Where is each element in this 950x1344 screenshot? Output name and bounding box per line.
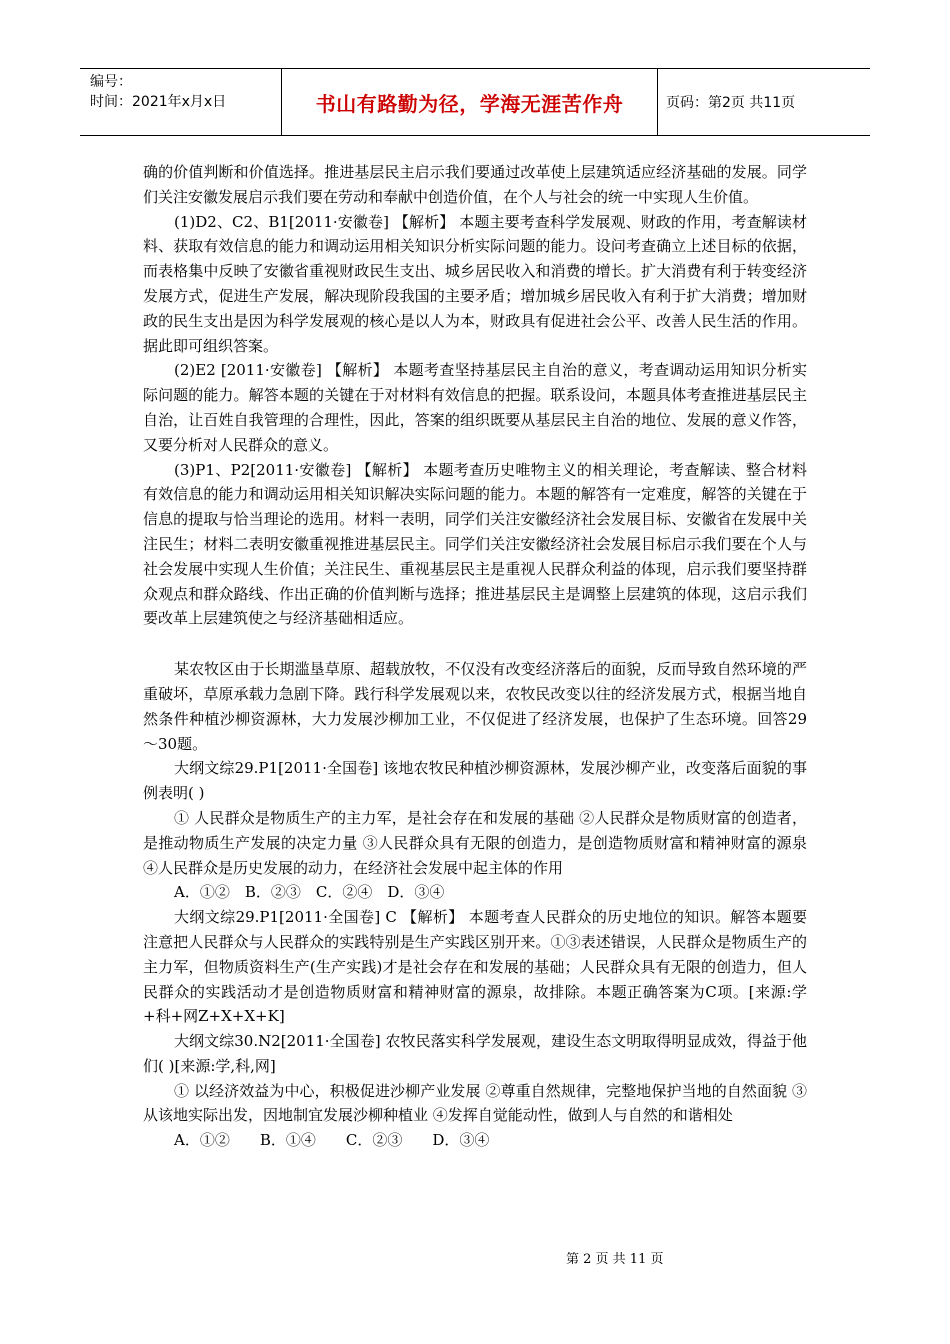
header-motto-cell — [282, 69, 658, 135]
document-body — [143, 160, 807, 1153]
header-page-info: 页码：第2页 共11页 — [666, 95, 796, 111]
paragraph-answer-3: (3)P1、P2[2011·安徽卷] 【解析】 本题考查历史唯物主义的相关理论，考查解读、整合材料有效信息的能力和调动运用相关知识解决实际问题的能力。本题的解答有一定难度，解答的关键在于信息的提取与恰当理论的选用。材料一表明，同学们关注安徽经济社会发展目标、安徽省在发展中关注民生；材料二表明安徽重视推进基层民主。同学们关注安徽经济社会发展目标启示我们要在个人与社会发展中实现人生价值；关注民生、重视基层民主是重视人民群众利益的体现，启示我们要坚持群众观点和群众路线、作出正确的价值判断与选择；推进基层民主是调整上层建筑的体现，这启示我们要改革上层建筑使之与经济基础相适应。 — [143, 460, 807, 628]
header-motto: 书山有路勤为径，学海无涯苦作舟 — [315, 91, 624, 116]
header-number-label: 编号： — [90, 74, 132, 90]
paragraph-q29-options: A．①② B．②③ C．②④ D．③④ — [174, 883, 445, 902]
paragraph-q30-statements: ① 以经济效益为中心，积极促进沙柳产业发展 ②尊重自然规律，完整地保护当地的自然面貌 ③从该地实际出发，因地制宜发展沙柳种植业 ④发挥自觉能动性，做到人与自然的和谐相处 — [143, 1081, 807, 1125]
paragraph-q29-statements: ① 人民群众是物质生产的主力军，是社会存在和发展的基础 ②人民群众是物质财富的创造者，是推动物质生产发展的决定力量 ③人民群众具有无限的创造力，是创造物质财富和精神财富的源泉 ④人民群众是历史发展的动力，在经济社会发展中起主体的作用 — [143, 808, 807, 877]
footer-page-number: 第 2 页 共 11 页 — [566, 1252, 664, 1267]
paragraph-answer-2: (2)E2 [2011·安徽卷] 【解析】 本题考查坚持基层民主自治的意义，考查调动运用知识分析实际问题的能力。解答本题的关键在于对材料有效信息的把握。联系设问，本题具体考查推进基层民主自治，让百姓自我管理的合理性，因此，答案的组织既要从基层民主自治的地位、发展的意义作答，又要分析对人民群众的意义。 — [143, 361, 807, 454]
paragraph-question-29: 大纲文综29.P1[2011·全国卷] 该地农牧民种植沙柳资源林，发展沙柳产业，改变落后面貌的事例表明( ) — [143, 759, 807, 803]
paragraph-q29-analysis: 大纲文综29.P1[2011·全国卷] C 【解析】 本题考查人民群众的历史地位的知识。解答本题要注意把人民群众与人民群众的实践特别是生产实践区别开来。①③表述错误，人民群众是物质生产的主力军，但物质资料生产(生产实践)才是社会存在和发展的基础；人民群众具有无限的创造力，但人民群众的实践活动才是创造物质财富和精神财富的源泉，故排除。本题正确答案为C项。[来源:学+科+网Z+X+X+K] — [143, 908, 807, 1026]
page-header — [80, 68, 870, 136]
paragraph-question-30: 大纲文综30.N2[2011·全国卷] 农牧民落实科学发展观，建设生态文明取得明显成效，得益于他们( )[来源:学,科,网] — [143, 1032, 807, 1075]
paragraph-q30-options: A．①② B．①④ C．②③ D．③④ — [174, 1131, 490, 1150]
header-left-cell — [80, 69, 282, 135]
header-page-cell — [658, 69, 870, 135]
paragraph-material: 某农牧区由于长期滥垦草原、超载放牧，不仅没有改变经济落后的面貌，反而导致自然环境的严重破坏，草原承载力急剧下降。践行科学发展观以来，农牧民改变以往的经济发展方式，根据当地自然条件种植沙柳资源林，大力发展沙柳加工业，不仅促进了经济发展，也保护了生态环境。回答29～30题。 — [143, 660, 807, 753]
header-time-label: 时间：2021年x月x日 — [90, 94, 227, 110]
paragraph-answer-1: (1)D2、C2、B1[2011·安徽卷] 【解析】 本题主要考查科学发展观、财政的作用，考查解读材料、获取有效信息的能力和调动运用相关知识分析实际问题的能力。设问考查确立上述目标的依据，而表格集中反映了安徽省重视财政民生支出、城乡居民收入和消费的增长。扩大消费有利于转变经济发展方式，促进生产发展，解决现阶段我国的主要矛盾；增加城乡居民收入有利于扩大消费；增加财政的民生支出是因为科学发展观的核心是以人为本，财政具有促进社会公平、改善人民生活的作用。据此即可组织答案。 — [143, 212, 807, 355]
paragraph-continuation: 确的价值判断和价值选择。推进基层民主启示我们要通过改革使上层建筑适应经济基础的发展。同学们关注安徽发展启示我们要在劳动和奉献中创造价值，在个人与社会的统一中实现人生价值。 — [143, 163, 807, 206]
section-gap — [143, 631, 807, 657]
